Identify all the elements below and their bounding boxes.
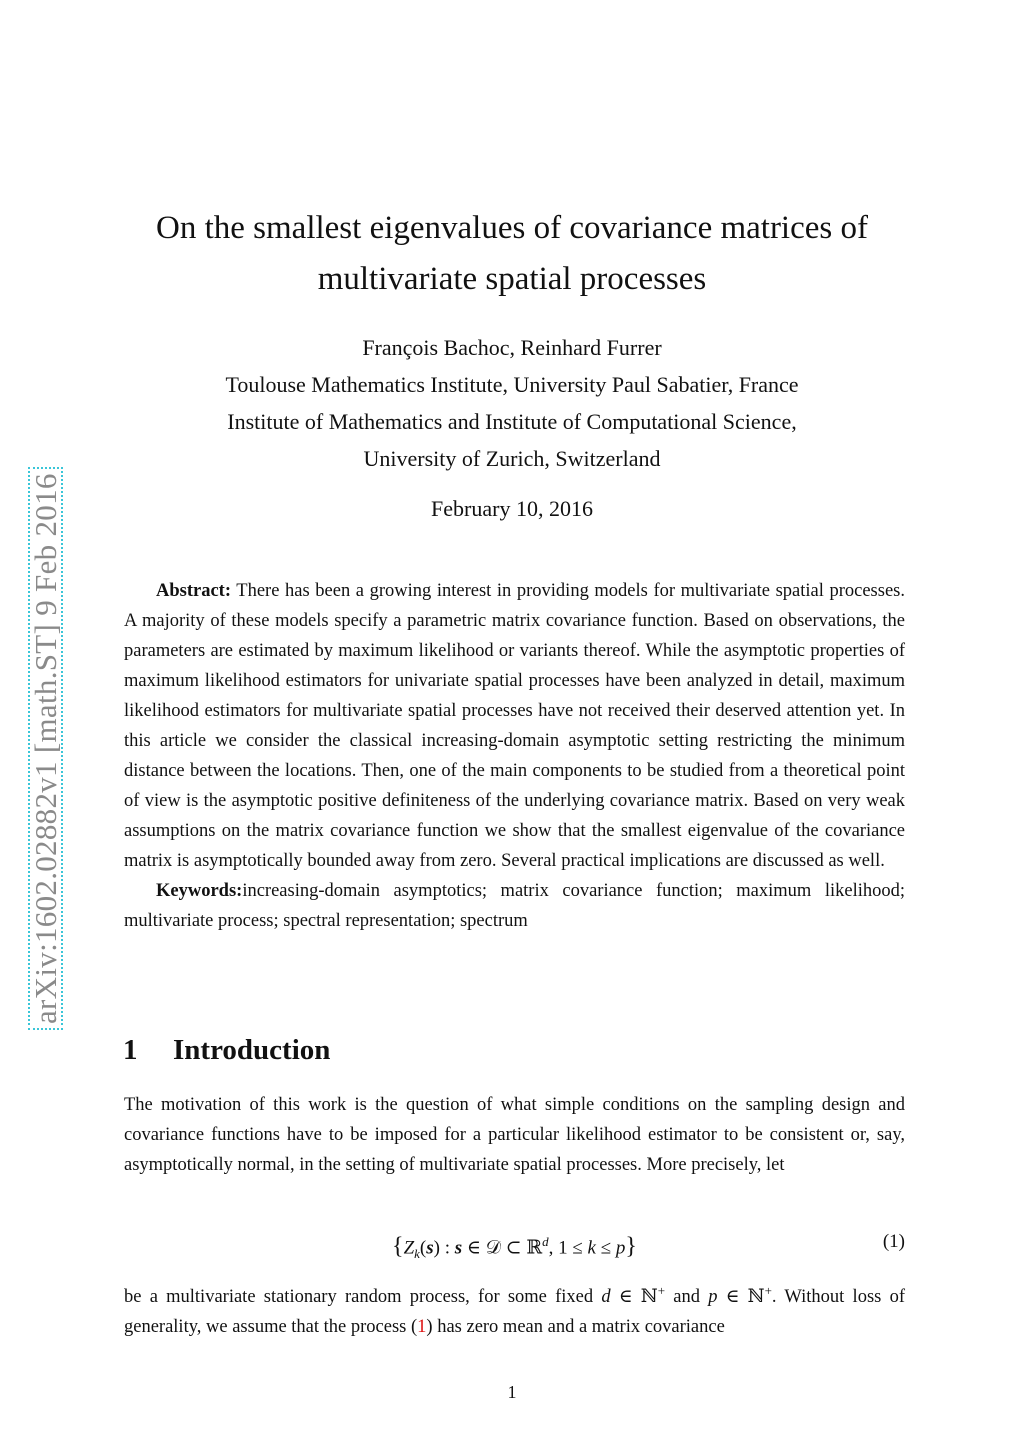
arxiv-identifier-stamp[interactable]: arXiv:1602.02882v1 [math.ST] 9 Feb 2016 bbox=[28, 467, 63, 1030]
authors: François Bachoc, Reinhard Furrer bbox=[362, 335, 662, 360]
keywords-label: Keywords: bbox=[156, 881, 243, 901]
abstract-paragraph bbox=[124, 576, 905, 876]
abstract-block bbox=[124, 576, 905, 936]
intro-paragraph-1 bbox=[124, 1090, 905, 1180]
affiliation-1: Toulouse Mathematics Institute, University Paul Sabatier, France bbox=[225, 372, 799, 397]
equation-1-number: (1) bbox=[882, 1231, 905, 1252]
intro-paragraph-2 bbox=[124, 1276, 905, 1342]
affiliation-3: University of Zurich, Switzerland bbox=[363, 446, 661, 471]
title-line-2: multivariate spatial processes bbox=[317, 261, 707, 297]
publication-date: February 10, 2016 bbox=[431, 496, 593, 521]
page-number: 1 bbox=[507, 1382, 517, 1402]
equation-1 bbox=[124, 1226, 905, 1262]
para2-without: . Without loss of generality, we assume that the process ( bbox=[124, 1287, 905, 1338]
keywords-paragraph bbox=[124, 876, 905, 936]
para2-end: ) has zero mean and a matrix covariance bbox=[426, 1317, 725, 1338]
section-title: Introduction bbox=[173, 1034, 331, 1066]
equation-reference-link[interactable]: 1 bbox=[417, 1317, 427, 1338]
section-number: 1 bbox=[123, 1034, 138, 1066]
abstract-label: Abstract: bbox=[156, 581, 232, 601]
para2-and: and bbox=[673, 1287, 700, 1308]
intro-paragraph-1-text: The motivation of this work is the question of what simple conditions on the sampling design and covariance functions have to be imposed for a particular likelihood estimator to be consistent or, say, asymptotically normal, in the setting of multivariate spatial processes. More precisely, let bbox=[124, 1095, 905, 1175]
title-line-1: On the smallest eigenvalues of covariance matrices of bbox=[156, 210, 868, 246]
affiliation-2: Institute of Mathematics and Institute of Computational Science, bbox=[227, 409, 797, 434]
para2-start: be a multivariate stationary random process, for some fixed bbox=[124, 1287, 594, 1308]
intro-paragraph-2-text: be a multivariate stationary random process, for some fixed d ∈ ℕ+ and p ∈ ℕ+. Without loss of generality, we assume that the process (1) has zero mean and a matrix covariance bbox=[124, 1283, 905, 1338]
equation-1-formula: {$Z_k(s)$ : s ∈ 𝒟 ⊂ ℝ$^d$, 1 ≤ k ≤ p} bbox=[392, 1233, 637, 1262]
paper-title bbox=[0, 203, 1024, 305]
section-heading-introduction bbox=[123, 1032, 330, 1068]
keywords-text: increasing-domain asymptotics; matrix covariance function; maximum likelihood; multivariate process; spectral representation; spectrum bbox=[124, 881, 905, 931]
abstract-text: There has been a growing interest in providing models for multivariate spatial processes. A majority of these models specify a parametric matrix covariance function. Based on observations, the parameters are estimated by maximum likelihood or variants thereof. While the asymptotic properties of maximum likelihood estimators for univariate spatial processes have been analyzed in detail, maximum likelihood estimators for multivariate spatial processes have not received their deserved attention yet. In this article we consider the classical increasing-domain asymptotic setting restricting the minimum distance between the locations. Then, one of the main components to be studied from a theoretical point of view is the asymptotic positive definiteness of the underlying covariance matrix. Based on very weak assumptions on the matrix covariance function we show that the smallest eigenvalue of the covariance matrix is asymptotically bounded away from zero. Several practical implications are discussed as well. bbox=[124, 581, 905, 871]
